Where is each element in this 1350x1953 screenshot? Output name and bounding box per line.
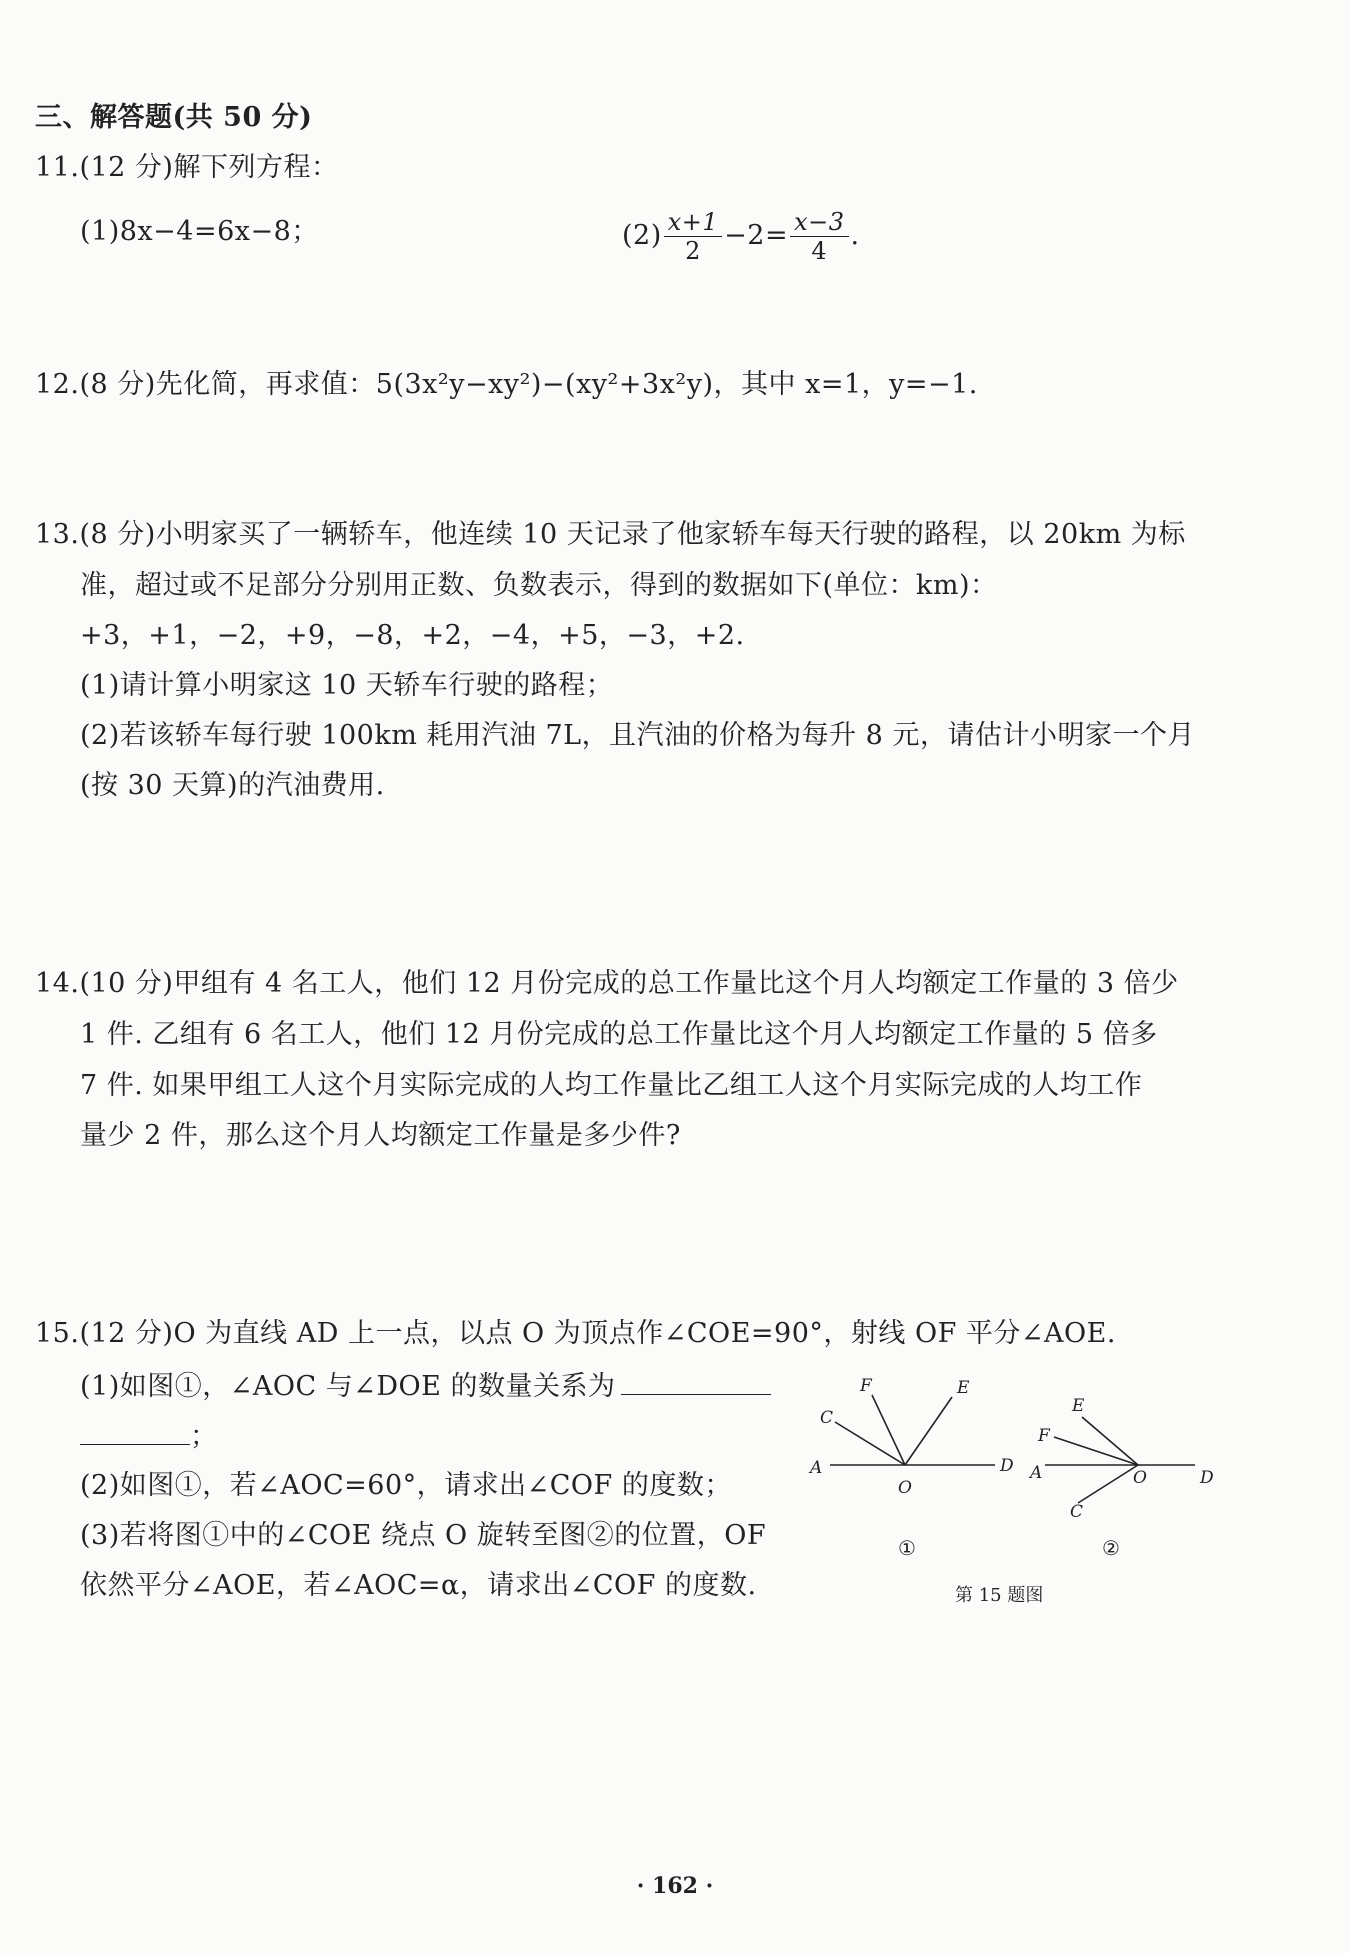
q11-heading: 11.(12 分)解下列方程：: [35, 152, 339, 183]
q15-line6: 依然平分∠AOE，若∠AOC=α，请求出∠COF 的度数.: [80, 1570, 757, 1601]
q11-fraction-2-denominator: 4: [811, 237, 828, 265]
fig2-label-A: A: [1030, 1463, 1043, 1483]
answer-blank-2[interactable]: [80, 1416, 190, 1445]
fig2-label-E: E: [1072, 1396, 1085, 1416]
fig1-label-D: D: [1000, 1456, 1014, 1476]
fig1-label-A: A: [810, 1458, 823, 1478]
fig1-number: ①: [898, 1536, 916, 1560]
fig1-label-C: C: [820, 1408, 834, 1428]
fig1-label-F: F: [860, 1376, 872, 1396]
q15-line3-end: ；: [190, 1421, 218, 1452]
figure-1: [808, 1376, 1014, 1560]
page-number: · 162 ·: [636, 1873, 714, 1899]
q11-fraction-1-numerator: x+1: [664, 208, 722, 237]
q15-line2-text: (1)如图①，∠AOC 与∠DOE 的数量关系为: [80, 1371, 616, 1402]
section-title: 三、解答题(共 50 分): [35, 102, 313, 133]
fig2-label-C: C: [1070, 1502, 1084, 1522]
q14-line1: 14.(10 分)甲组有 4 名工人，他们 12 月份完成的总工作量比这个月人均额定工作量的 3 倍少: [35, 968, 1179, 999]
q14-line2: 1 件. 乙组有 6 名工人，他们 12 月份完成的总工作量比这个月人均额定工作量的 5 倍多: [80, 1019, 1158, 1050]
q13-data: +3，+1，−2，+9，−8，+2，−4，+5，−3，+2.: [80, 620, 745, 651]
figure-caption: 第 15 题图: [955, 1585, 1044, 1606]
fig1-label-E: E: [957, 1378, 970, 1398]
fig2-label-O: O: [1133, 1468, 1147, 1488]
q11-part1: (1)8x−4=6x−8；: [80, 216, 319, 247]
fig2-ray-OE: [1082, 1417, 1138, 1465]
q12-text: 12.(8 分)先化简，再求值：5(3x²y−xy²)−(xy²+3x²y)，其中 x=1，y=−1.: [35, 369, 978, 400]
q11-fraction-2-numerator: x−3: [790, 208, 848, 237]
q13-line2: 准，超过或不足部分分别用正数、负数表示，得到的数据如下(单位：km)：: [80, 570, 998, 601]
q11-part2: [622, 208, 860, 265]
fig1-label-O: O: [898, 1478, 912, 1498]
q13-line1: 13.(8 分)小明家买了一辆轿车，他连续 10 天记录了他家轿车每天行驶的路程，以 20km 为标: [35, 519, 1186, 550]
fig2-label-D: D: [1200, 1468, 1214, 1488]
fig2-ray-OC: [1078, 1465, 1138, 1503]
fig2-label-F: F: [1038, 1426, 1050, 1446]
q11-fraction-1-denominator: 2: [685, 237, 701, 265]
fig2-ray-OF: [1054, 1437, 1138, 1465]
q14-line4: 量少 2 件，那么这个月人均额定工作量是多少件?: [80, 1120, 681, 1151]
q15-line5: (3)若将图①中的∠COE 绕点 O 旋转至图②的位置，OF: [80, 1520, 767, 1551]
q15-figure: [800, 1365, 1230, 1615]
q15-line4: (2)如图①，若∠AOC=60°，请求出∠COF 的度数；: [80, 1470, 732, 1501]
q15-line2: [80, 1366, 771, 1407]
answer-blank-1[interactable]: [621, 1366, 771, 1395]
q13-line6: (按 30 天算)的汽油费用.: [80, 770, 385, 801]
q11-fraction-1: [664, 208, 722, 265]
fig2-number: ②: [1102, 1536, 1120, 1560]
figure-2: [1028, 1396, 1214, 1560]
q13-line4: (1)请计算小明家这 10 天轿车行驶的路程；: [80, 670, 614, 701]
q11-part2-prefix: (2): [622, 220, 662, 251]
q15-line1: 15.(12 分)O 为直线 AD 上一点，以点 O 为顶点作∠COE=90°，射线 OF 平分∠AOE.: [35, 1318, 1116, 1349]
q13-line5: (2)若该轿车每行驶 100km 耗用汽油 7L，且汽油的价格为每升 8 元，请估计小明家一个月: [80, 720, 1195, 751]
q15-line3: [80, 1416, 218, 1457]
q14-line3: 7 件. 如果甲组工人这个月实际完成的人均工作量比乙组工人这个月实际完成的人均工作: [80, 1070, 1143, 1101]
fig1-ray-OE: [905, 1397, 952, 1465]
q11-part2-mid: −2=: [724, 220, 789, 251]
q11-part2-end: .: [850, 220, 860, 251]
q11-fraction-2: [790, 208, 848, 265]
